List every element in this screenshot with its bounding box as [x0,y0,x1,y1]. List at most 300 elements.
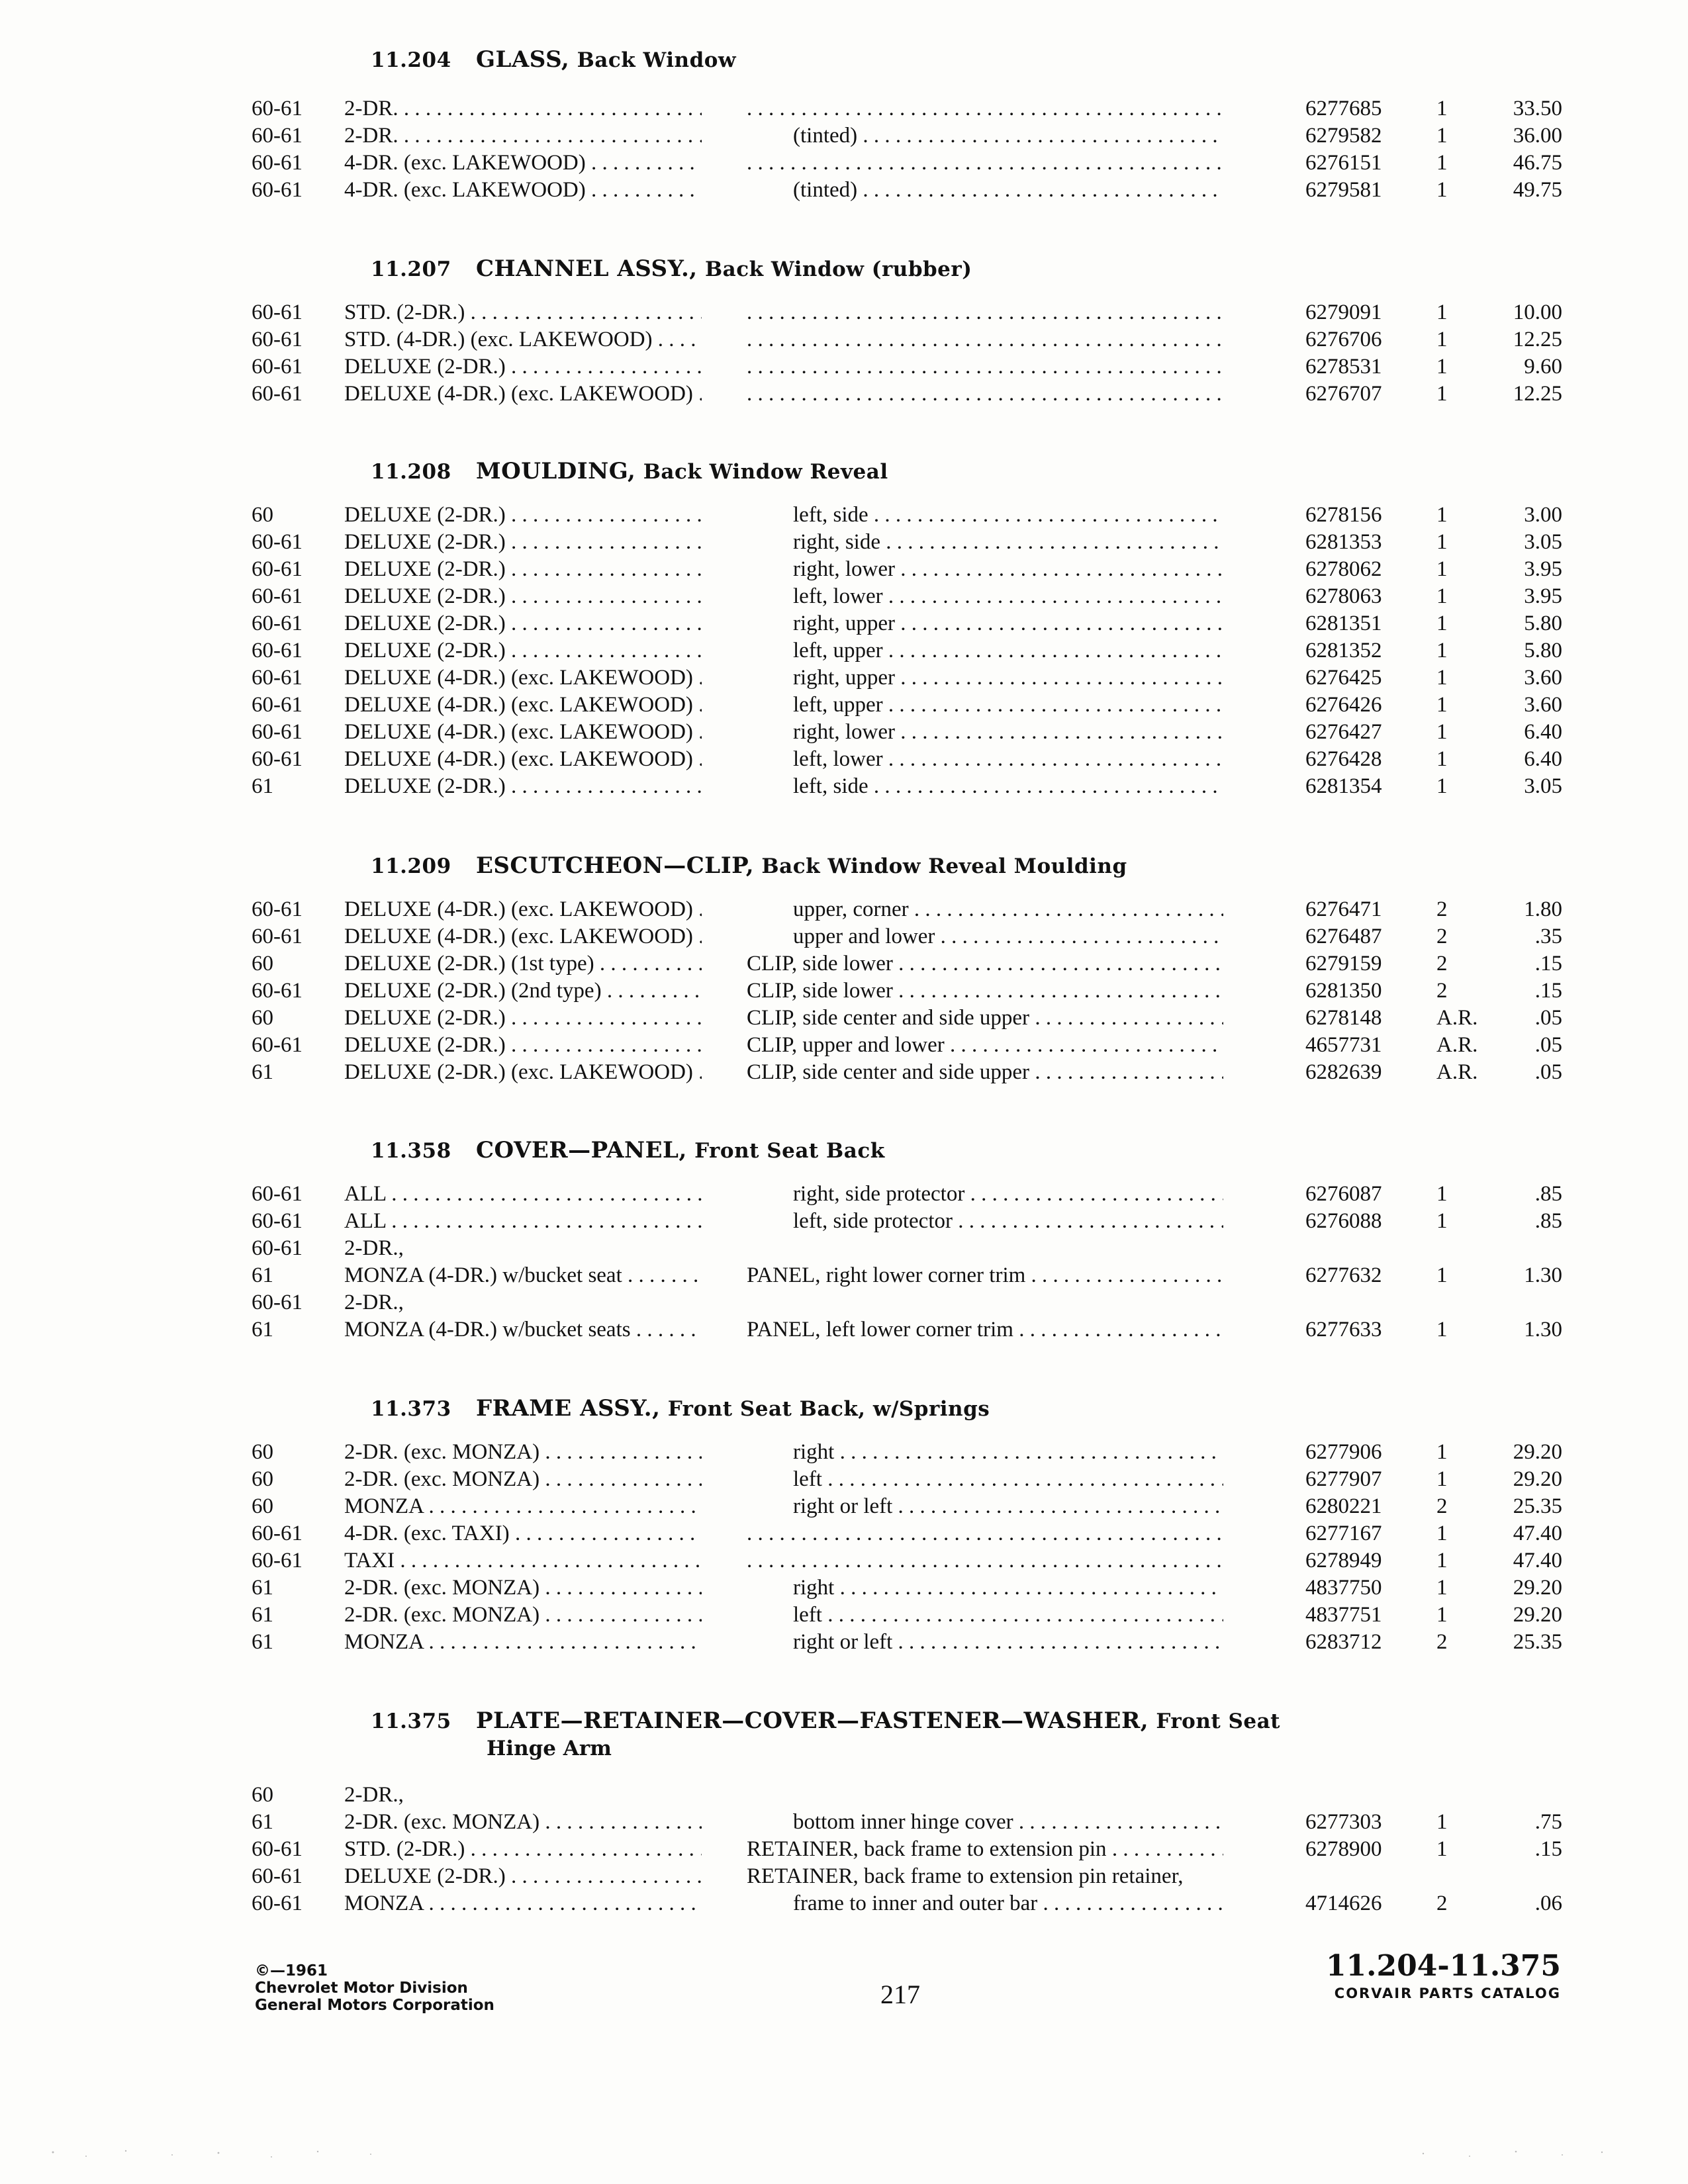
year-cell: 60-61 [252,1864,303,1888]
catalog-name: CORVAIR PARTS CATALOG [1334,1985,1561,2001]
part-number-cell: 6276151 [1305,151,1382,175]
table-row [252,1466,1562,1493]
part-number-cell: 6278063 [1305,584,1382,608]
part-number-cell: 6281351 [1305,612,1382,635]
quantity-cell: 1 [1436,1182,1448,1206]
year-cell: 60-61 [252,382,303,406]
year-cell: 60 [252,503,273,527]
year-cell: 61 [252,1318,273,1342]
part-number-cell: 6277303 [1305,1810,1382,1834]
part-number-cell: 6278949 [1305,1549,1382,1572]
price-cell: 29.20 [1513,1603,1562,1627]
model-cell: DELUXE (4-DR.) (exc. LAKEWOOD) . . . [344,664,702,692]
part-number-cell: 6277167 [1305,1522,1382,1545]
part-number-cell: 6276426 [1305,693,1382,717]
table-row [252,556,1562,583]
table-row [252,502,1562,529]
section-number: 11.208 [371,460,451,484]
part-number-cell: 4837750 [1305,1576,1382,1600]
year-cell: 60-61 [252,1182,303,1206]
model-cell: 4-DR. (exc. LAKEWOOD) . . . [344,177,702,204]
section-heading [371,1395,990,1422]
table-row [252,1809,1562,1836]
section-title-bold: MOULDING, [475,458,636,484]
page-number: 217 [880,1979,920,2009]
section-heading [371,458,888,484]
year-cell: 60-61 [252,124,303,148]
quantity-cell: 1 [1436,720,1448,744]
quantity-cell: 1 [1436,1576,1448,1600]
model-cell: DELUXE (4-DR.) (exc. LAKEWOOD) . . . [344,719,702,746]
part-number-cell: 6278062 [1305,557,1382,581]
model-cell: STD. (2-DR.) . . . [344,1836,702,1863]
table-row [252,1863,1562,1890]
copyright-notice: ©—1961 [255,1962,328,1979]
part-number-cell: 6281352 [1305,639,1382,662]
price-cell: 29.20 [1513,1576,1562,1600]
model-cell: DELUXE (2-DR.) . . . [344,529,702,556]
table-row [252,1235,1562,1262]
price-cell: .35 [1534,925,1562,948]
section-number: 11.358 [371,1139,451,1163]
description-cell: right . . . [793,1574,1223,1602]
year-cell: 60 [252,1006,273,1030]
year-cell: 60-61 [252,897,303,921]
model-cell: MONZA . . . [344,1629,702,1656]
section-number: 11.209 [371,854,451,878]
year-cell: 60-61 [252,151,303,175]
price-cell: 25.35 [1513,1630,1562,1654]
description-cell: right or left . . . [793,1493,1223,1520]
part-number-cell: 6276471 [1305,897,1382,921]
quantity-cell: 1 [1436,97,1448,120]
description-cell [747,353,1223,381]
table-row [252,1629,1562,1656]
table-row [252,1439,1562,1466]
publisher-footer [255,1962,494,2014]
price-cell: 33.50 [1513,97,1562,120]
part-number-cell: 6276428 [1305,747,1382,771]
year-cell: 60-61 [252,530,303,554]
model-cell: DELUXE (4-DR.) (exc. LAKEWOOD) . . . [344,692,702,719]
model-cell: 2-DR., [344,1236,404,1260]
table-row [252,1289,1562,1316]
table-row [252,1005,1562,1032]
model-cell: 2-DR. . . . [344,122,702,150]
description-cell: right or left . . . [793,1629,1223,1656]
model-cell: DELUXE (2-DR.) . . . [344,353,702,381]
table-row [252,978,1562,1005]
year-cell: 60-61 [252,584,303,608]
table-row [252,664,1562,692]
price-cell: 3.60 [1524,666,1562,690]
description-cell: left, upper . . . [793,637,1223,664]
quantity-cell: 1 [1436,300,1448,324]
description-cell: right, lower . . . [793,719,1223,746]
table-row [252,1208,1562,1235]
year-cell: 60-61 [252,979,303,1003]
price-cell: 29.20 [1513,1467,1562,1491]
description-cell: right, side . . . [793,529,1223,556]
year-cell: 60-61 [252,300,303,324]
part-number-cell: 6277632 [1305,1263,1382,1287]
year-cell: 60-61 [252,720,303,744]
description-cell: left, lower . . . [793,583,1223,610]
description-cell [747,150,1223,177]
table-row [252,353,1562,381]
model-cell: DELUXE (2-DR.) . . . [344,1005,702,1032]
price-cell: .15 [1534,979,1562,1003]
description-cell [747,1520,1223,1547]
year-cell: 60-61 [252,1837,303,1861]
description-cell: upper and lower . . . [793,923,1223,950]
model-cell: MONZA (4-DR.) w/bucket seats . . . [344,1316,702,1343]
model-cell: DELUXE (2-DR.) . . . [344,1032,702,1059]
price-cell: .75 [1534,1810,1562,1834]
table-row [252,1262,1562,1289]
model-cell: 2-DR. (exc. MONZA) . . . [344,1439,702,1466]
quantity-cell: 1 [1436,124,1448,148]
section-title-continuation: Hinge Arm [487,1737,612,1760]
description-cell: (tinted) . . . [793,122,1223,150]
description-cell: left, side protector . . . [793,1208,1223,1235]
part-number-cell: 4657731 [1305,1033,1382,1057]
part-number-cell: 6278531 [1305,355,1382,379]
section-number: 11.207 [371,257,451,281]
price-cell: 3.95 [1524,557,1562,581]
description-cell: left . . . [793,1602,1223,1629]
year-cell: 60 [252,1783,273,1807]
table-row [252,95,1562,122]
quantity-cell: 1 [1436,1522,1448,1545]
year-cell: 61 [252,1603,273,1627]
year-cell: 60-61 [252,693,303,717]
quantity-cell: 1 [1436,1549,1448,1572]
description-cell: left, upper . . . [793,692,1223,719]
price-cell: .15 [1534,1837,1562,1861]
price-cell: .85 [1534,1209,1562,1233]
year-cell: 60-61 [252,178,303,202]
model-cell: DELUXE (2-DR.) . . . [344,610,702,637]
quantity-cell: 1 [1436,328,1448,351]
quantity-cell: 1 [1436,1209,1448,1233]
description-cell: right, upper . . . [793,664,1223,692]
description-cell: left . . . [793,1466,1223,1493]
quantity-cell: 1 [1436,612,1448,635]
price-cell: 5.80 [1524,612,1562,635]
model-cell: ALL . . . [344,1181,702,1208]
section-title-bold: FRAME ASSY., [475,1395,661,1422]
description-cell: right . . . [793,1439,1223,1466]
section-title-rest: Front Seat [1156,1709,1280,1733]
price-cell: 1.30 [1524,1263,1562,1287]
table-row [252,381,1562,408]
year-cell: 61 [252,1630,273,1654]
table-row [252,122,1562,150]
year-cell: 60-61 [252,1291,303,1314]
table-row [252,610,1562,637]
table-row [252,746,1562,773]
table-row [252,1520,1562,1547]
description-cell: CLIP, side center and side upper . . . [747,1005,1223,1032]
part-number-cell: 6281354 [1305,774,1382,798]
quantity-cell: 1 [1436,151,1448,175]
part-number-cell: 6277685 [1305,97,1382,120]
part-number-cell: 6282639 [1305,1060,1382,1084]
year-cell: 60-61 [252,1891,303,1915]
section-number: 11.204 [371,48,451,72]
description-cell: PANEL, right lower corner trim . . . [747,1262,1223,1289]
part-number-cell: 6280221 [1305,1494,1382,1518]
table-row [252,1574,1562,1602]
part-number-cell: 4837751 [1305,1603,1382,1627]
description-cell [747,299,1223,326]
price-cell: .05 [1534,1006,1562,1030]
section-heading [371,46,736,73]
table-row [252,1602,1562,1629]
quantity-cell: A.R. [1436,1060,1478,1084]
quantity-cell: 1 [1436,693,1448,717]
section-title-bold: ESCUTCHEON—CLIP, [475,852,755,879]
table-row [252,326,1562,353]
year-cell: 61 [252,1576,273,1600]
description-cell: PANEL, left lower corner trim . . . [747,1316,1223,1343]
model-cell: 2-DR. . . . [344,95,702,122]
year-cell: 61 [252,1060,273,1084]
description-cell: right, lower . . . [793,556,1223,583]
part-number-cell: 6278900 [1305,1837,1382,1861]
table-row [252,923,1562,950]
price-cell: 47.40 [1513,1549,1562,1572]
part-number-cell: 6276487 [1305,925,1382,948]
price-cell: 47.40 [1513,1522,1562,1545]
description-cell: left, side . . . [793,502,1223,529]
model-cell: DELUXE (2-DR.) . . . [344,637,702,664]
table-row [252,896,1562,923]
model-cell: 4-DR. (exc. TAXI) . . . [344,1520,702,1547]
table-row [252,1782,1562,1809]
section-title-bold: CHANNEL ASSY., [475,255,698,282]
price-cell: .05 [1534,1060,1562,1084]
quantity-cell: 2 [1436,979,1448,1003]
section-title-rest: Back Window [577,48,737,72]
part-number-cell: 6281350 [1305,979,1382,1003]
section-heading [371,1707,1280,1734]
table-row [252,1836,1562,1863]
table-row [252,1547,1562,1574]
model-cell: DELUXE (4-DR.) (exc. LAKEWOOD) . . . [344,746,702,773]
year-cell: 60-61 [252,97,303,120]
quantity-cell: A.R. [1436,1033,1478,1057]
model-cell: 2-DR. (exc. MONZA) . . . [344,1466,702,1493]
price-cell: .05 [1534,1033,1562,1057]
section-heading [371,255,972,282]
model-cell: DELUXE (2-DR.) . . . [344,773,702,800]
quantity-cell: 1 [1436,557,1448,581]
quantity-cell: 2 [1436,1891,1448,1915]
model-cell: STD. (4-DR.) (exc. LAKEWOOD) . . . [344,326,702,353]
year-cell: 60 [252,952,273,976]
quantity-cell: 1 [1436,355,1448,379]
description-cell: (tinted) . . . [793,177,1223,204]
part-number-cell: 6277633 [1305,1318,1382,1342]
section-title-bold: GLASS, [475,46,570,73]
price-cell: 6.40 [1524,720,1562,744]
division-name: Chevrolet Motor Division [255,1979,468,1997]
table-row [252,1181,1562,1208]
description-cell: RETAINER, back frame to extension pin . . . [747,1836,1223,1863]
price-cell: 3.95 [1524,584,1562,608]
year-cell: 60-61 [252,355,303,379]
year-cell: 60-61 [252,612,303,635]
table-row [252,637,1562,664]
section-title-bold: COVER—PANEL, [475,1137,687,1163]
price-cell: 25.35 [1513,1494,1562,1518]
section-title-rest: Back Window Reveal Moulding [761,854,1127,878]
part-number-cell: 6276707 [1305,382,1382,406]
part-number-cell: 6276088 [1305,1209,1382,1233]
price-cell: 10.00 [1513,300,1562,324]
model-cell: 2-DR. (exc. MONZA) . . . [344,1809,702,1836]
model-cell: DELUXE (4-DR.) (exc. LAKEWOOD) . . . [344,896,702,923]
description-cell: bottom inner hinge cover . . . [793,1809,1223,1836]
model-cell: STD. (2-DR.) . . . [344,299,702,326]
table-row [252,773,1562,800]
description-cell: frame to inner and outer bar . . . [793,1890,1223,1917]
part-number-cell: 6279091 [1305,300,1382,324]
description-cell: upper, corner . . . [793,896,1223,923]
table-row [252,1316,1562,1343]
description-cell [747,381,1223,408]
part-number-cell: 6283712 [1305,1630,1382,1654]
year-cell: 60-61 [252,1033,303,1057]
quantity-cell: 2 [1436,1494,1448,1518]
quantity-cell: 1 [1436,1837,1448,1861]
price-cell: 9.60 [1524,355,1562,379]
description-cell [747,1547,1223,1574]
quantity-cell: 1 [1436,1440,1448,1464]
table-row [252,692,1562,719]
price-cell: 46.75 [1513,151,1562,175]
price-cell: 12.25 [1513,328,1562,351]
year-cell: 60-61 [252,1209,303,1233]
table-row [252,1493,1562,1520]
quantity-cell: 1 [1436,747,1448,771]
model-cell: MONZA . . . [344,1890,702,1917]
price-cell: 12.25 [1513,382,1562,406]
description-cell: right, upper . . . [793,610,1223,637]
table-row [252,150,1562,177]
model-cell: DELUXE (4-DR.) (exc. LAKEWOOD) . . . [344,923,702,950]
quantity-cell: 1 [1436,584,1448,608]
quantity-cell: 1 [1436,382,1448,406]
price-cell: .15 [1534,952,1562,976]
part-number-cell: 6279581 [1305,178,1382,202]
price-cell: .06 [1534,1891,1562,1915]
year-cell: 60-61 [252,557,303,581]
price-cell: 29.20 [1513,1440,1562,1464]
quantity-cell: 2 [1436,897,1448,921]
quantity-cell: 1 [1436,530,1448,554]
description-cell: CLIP, side lower . . . [747,950,1223,978]
description-cell: left, lower . . . [793,746,1223,773]
table-row [252,583,1562,610]
quantity-cell: 1 [1436,1810,1448,1834]
section-title-bold: PLATE—RETAINER—COVER—FASTENER—WASHER, [475,1707,1149,1734]
model-cell: 2-DR., [344,1783,404,1807]
quantity-cell: A.R. [1436,1006,1478,1030]
table-row [252,529,1562,556]
year-cell: 61 [252,1263,273,1287]
table-row [252,950,1562,978]
table-row [252,719,1562,746]
description-cell: left, side . . . [793,773,1223,800]
section-number: 11.373 [371,1397,451,1421]
section-heading [371,852,1127,879]
part-number-cell: 6278148 [1305,1006,1382,1030]
model-cell: 4-DR. (exc. LAKEWOOD) . . . [344,150,702,177]
section-heading [371,1137,885,1163]
price-cell: 3.60 [1524,693,1562,717]
section-title-rest: Front Seat Back, w/Springs [667,1397,990,1421]
year-cell: 60 [252,1440,273,1464]
description-cell: RETAINER, back frame to extension pin retainer, [747,1864,1184,1888]
model-cell: DELUXE (2-DR.) . . . [344,1863,702,1890]
quantity-cell: 1 [1436,1263,1448,1287]
model-cell: MONZA . . . [344,1493,702,1520]
table-row [252,1059,1562,1086]
model-cell: DELUXE (2-DR.) . . . [344,583,702,610]
description-cell [747,95,1223,122]
section-title-rest: Back Window Reveal [643,460,888,484]
price-cell: 3.05 [1524,530,1562,554]
year-cell: 60 [252,1494,273,1518]
part-number-cell: 6279582 [1305,124,1382,148]
quantity-cell: 1 [1436,178,1448,202]
price-cell: 1.80 [1524,897,1562,921]
section-number: 11.375 [371,1709,451,1733]
price-cell: 36.00 [1513,124,1562,148]
model-cell: TAXI . . . [344,1547,702,1574]
description-cell [747,326,1223,353]
description-cell: CLIP, side lower . . . [747,978,1223,1005]
price-cell: 3.05 [1524,774,1562,798]
section-title-rest: Front Seat Back [694,1139,885,1163]
table-row [252,177,1562,204]
corporation-name: General Motors Corporation [255,1997,494,2014]
price-cell: 1.30 [1524,1318,1562,1342]
quantity-cell: 1 [1436,666,1448,690]
price-cell: 49.75 [1513,178,1562,202]
year-cell: 60-61 [252,1522,303,1545]
quantity-cell: 1 [1436,1603,1448,1627]
part-number-cell: 6279159 [1305,952,1382,976]
model-cell: MONZA (4-DR.) w/bucket seat . . . [344,1262,702,1289]
section-title-rest: Back Window (rubber) [704,257,972,281]
year-cell: 61 [252,774,273,798]
year-cell: 60-61 [252,1549,303,1572]
table-row [252,1032,1562,1059]
model-cell: DELUXE (2-DR.) (1st type) . . . [344,950,702,978]
price-cell: 3.00 [1524,503,1562,527]
quantity-cell: 1 [1436,503,1448,527]
model-cell: 2-DR., [344,1291,404,1314]
quantity-cell: 2 [1436,1630,1448,1654]
year-cell: 60-61 [252,925,303,948]
part-number-cell: 6276087 [1305,1182,1382,1206]
description-cell: CLIP, side center and side upper . . . [747,1059,1223,1086]
year-cell: 60-61 [252,639,303,662]
